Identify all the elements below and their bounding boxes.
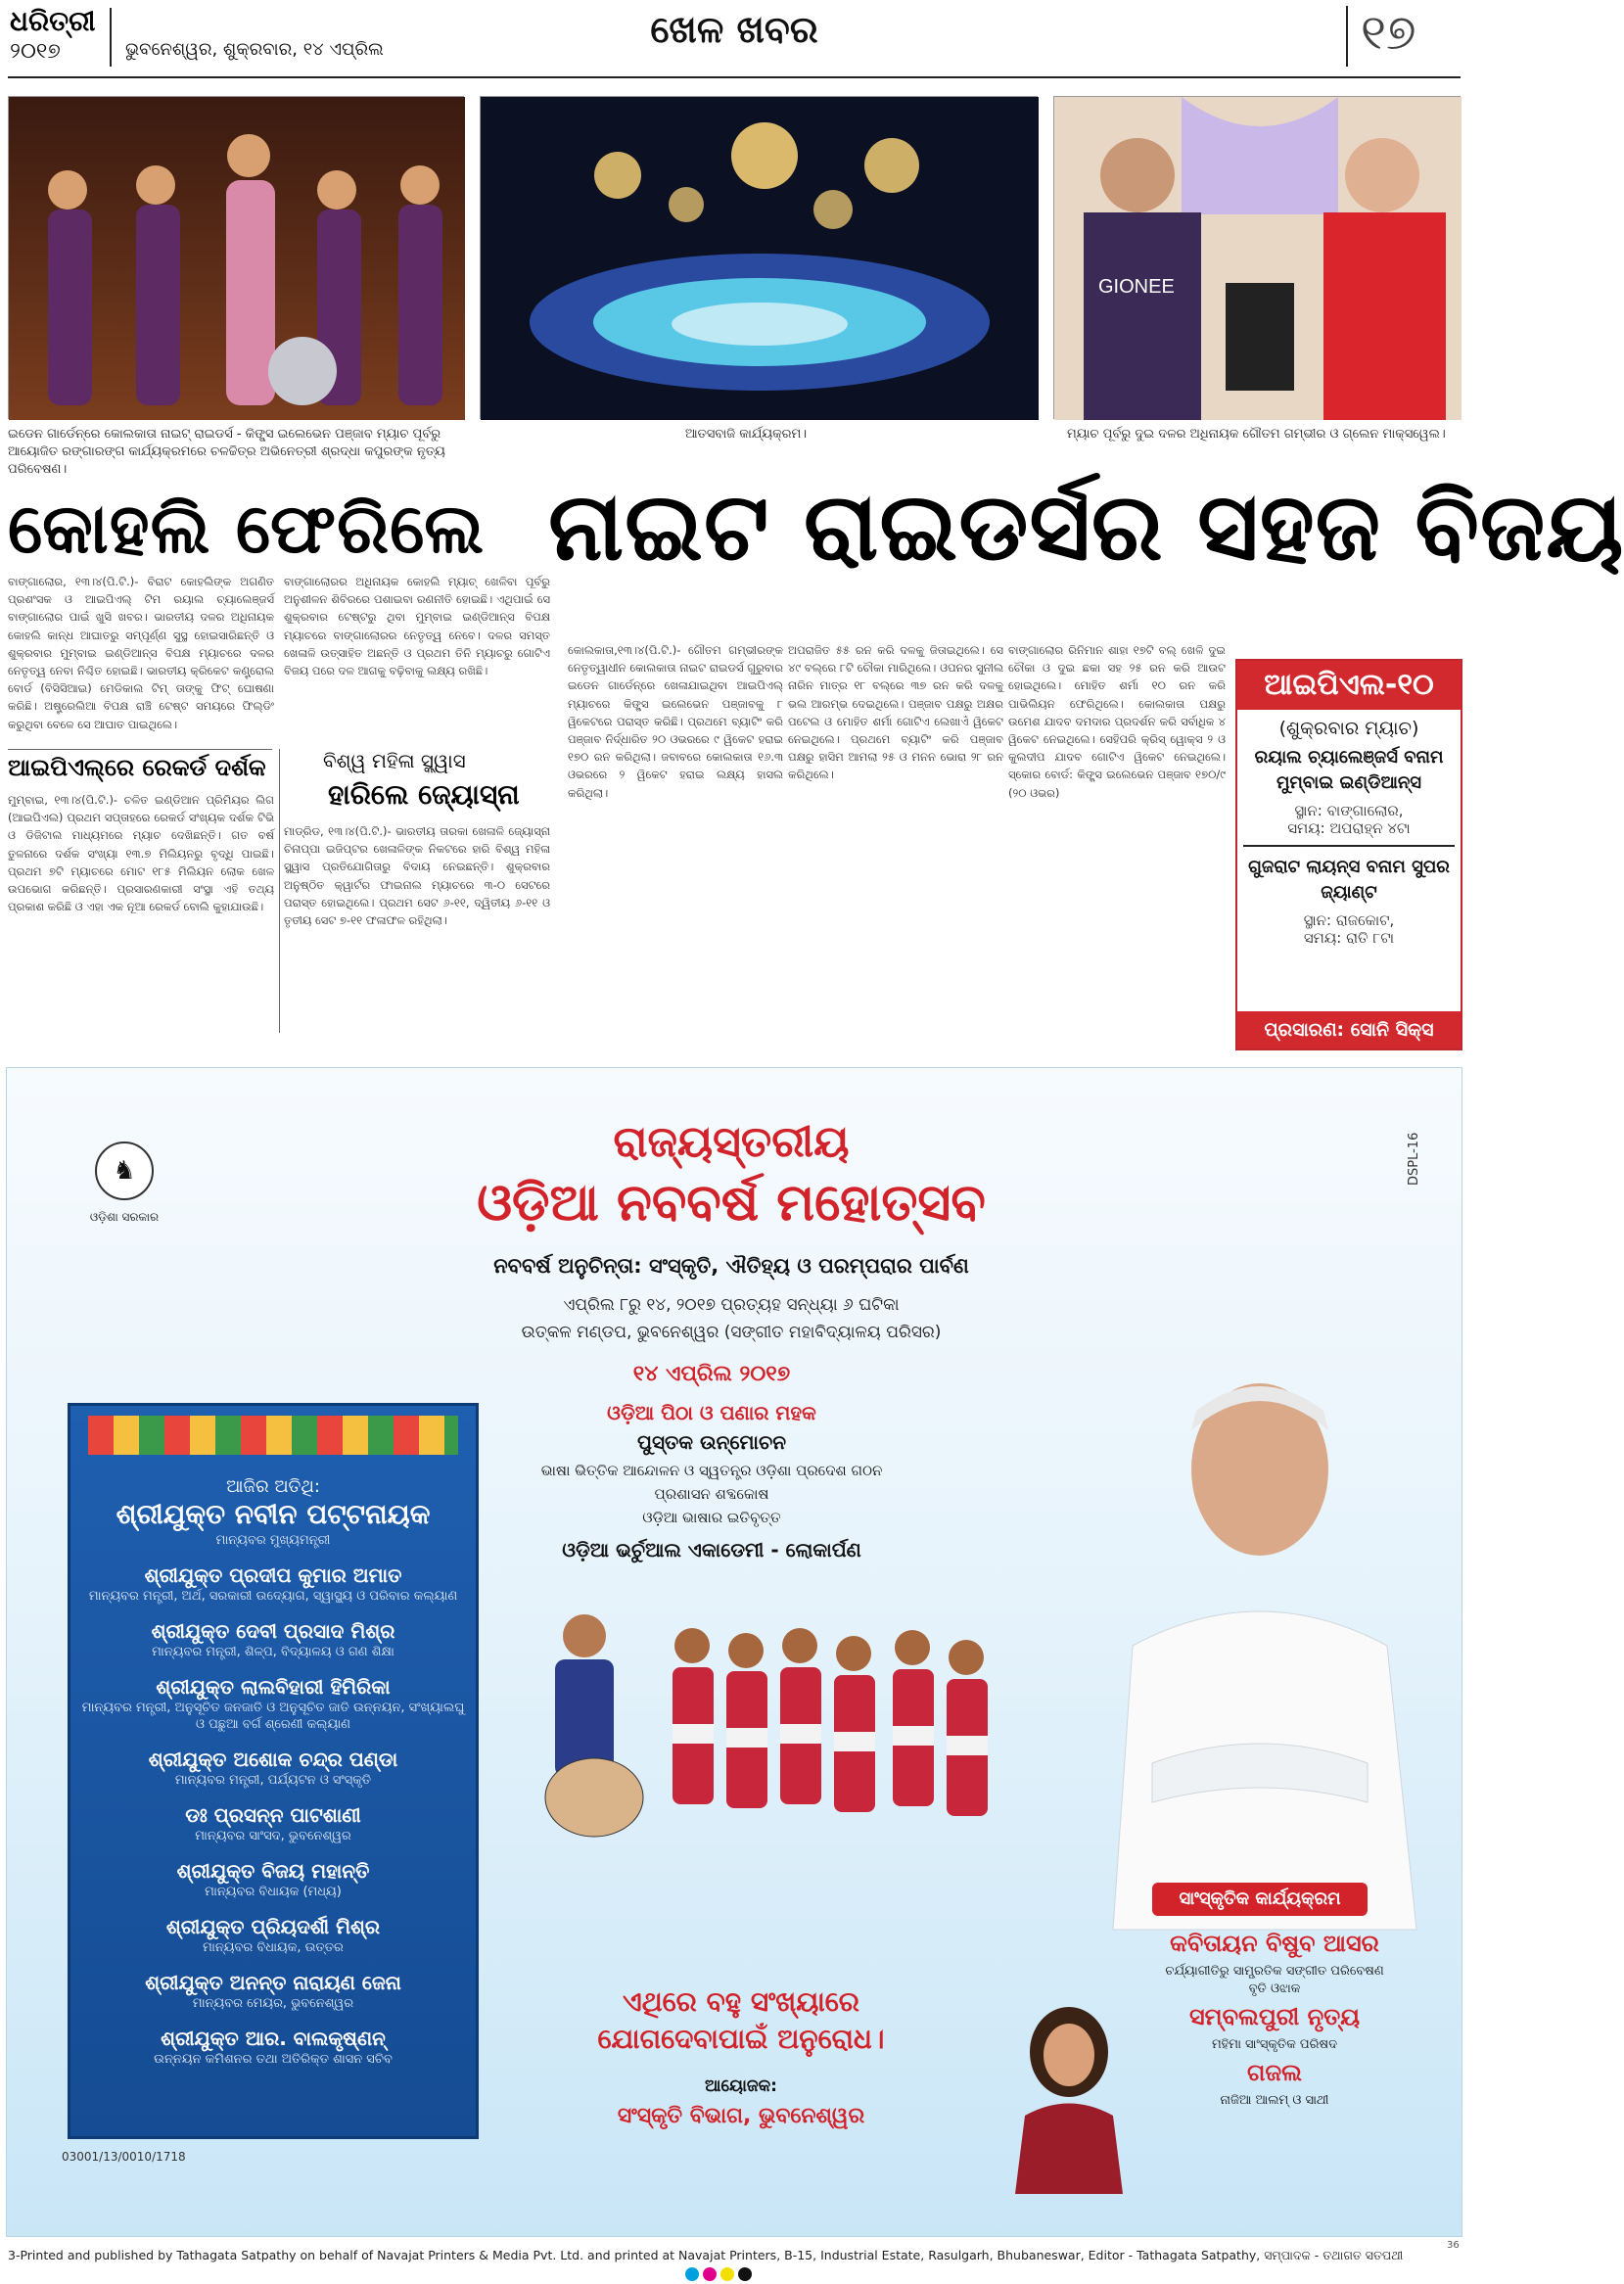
article-record: ମୁମ୍ବାଇ, ୧୩।୪(ପି.ଟି.)- ଚଳିତ ଇଣ୍ଡିଆନ ପ୍ରିମିୟର ଲିଗ (ଆଇପିଏଲ) ପ୍ରଥମ ସପ୍ତାହରେ ରେକର୍ଡ ସଂଖ୍ୟକ ଦର୍ଶକ ଟିଭି ଓ ଡିଜିଟାଲ ମାଧ୍ୟମରେ ମ୍ୟାଚ ଦେଖିଛନ୍ତି। ଗତ ବର୍ଷ ତୁଳନାରେ ଦର୍ଶକ ସଂଖ୍ୟା ୧୩.୭ ମିଲିୟନରୁ ବୃଦ୍ଧି ପାଇଛି। ପ୍ରଥମ ୭ଟି ମ୍ୟାଚରେ ମୋଟ ୧୮୫ ମିଲିୟନ ଲୋକ ଖେଳ ଉପଭୋଗ କରିଛନ୍ତି। ପ୍ରସାରଣକାରୀ ସଂସ୍ଥା ଏହି ତଥ୍ୟ ପ୍ରକାଶ କରିଛି ଓ ଏହା ଏକ ନୂଆ ରେକର୍ଡ ବୋଲି କୁହାଯାଉଛି।: [8, 793, 274, 914]
ad-title-line1: ରାଜ୍ୟସ୍ତରୀୟ: [613, 1117, 850, 1167]
article-kohli-col2: ବାଙ୍ଗାଲୋରର ଅଧିନାୟକ କୋହଲି ମ୍ୟାଚ୍ ଖେଳିବା ପୂର୍ବରୁ ଅନୁଶୀଳନ ଶିବିରରେ ପଶାଇବା ରଣନୀତି ହୋଇଛି। ଏଥିପାଇଁ ସେ ଶୁକ୍ରବାର ଟେଷ୍ଟରୁ ଥିବା ମୁମ୍ବାଇ ଇଣ୍ଡିଆନ୍ସ ବିପକ୍ଷ ମ୍ୟାଚରେ ବାଙ୍ଗାଲୋରର ନେତୃତ୍ୱ ନେବେ। ଦଳର ସମସ୍ତ ଖେଳାଳି ଉତ୍ସାହିତ ଅଛନ୍ତି ଓ ପ୍ରଥମ ତିନି ମ୍ୟାଚରୁ ଗୋଟିଏ ବିଜୟ ପରେ ଦଳ ଆଗକୁ ବଢ଼ିବାକୁ ଲକ୍ଷ୍ୟ ରଖିଛି।: [284, 575, 550, 678]
organiser-label: ଆୟୋଜକ:: [705, 2076, 777, 2096]
section-title: ଖେଳ ଖବର: [650, 8, 818, 51]
column-divider: [279, 749, 280, 1033]
ipl-broadcast: ପ୍ରସାରଣ: ସୋନି ସିକ୍ସ: [1237, 1011, 1461, 1049]
portrait-drawing: [1074, 1352, 1436, 1930]
photo-fireworks: [480, 96, 1038, 419]
ipl-divider: [1243, 845, 1455, 847]
singer-image: [1005, 1998, 1133, 2194]
decorative-border: [88, 1416, 458, 1455]
guest-name: ଶ୍ରୀଯୁକ୍ତ ଲାଲବିହାରୀ ହିମିରିକା: [156, 1675, 391, 1699]
ad-book2: ପ୍ରଶାସନ ଶବ୍ଦକୋଷ: [654, 1485, 769, 1503]
guest-title: ମାନ୍ୟବର ମେୟର, ଭୁବନେଶ୍ୱର: [192, 1996, 354, 2011]
caption-middle: ଆତସବାଜି କାର୍ଯ୍ୟକ୍ରମ।: [685, 427, 808, 442]
footer-imprint: 3-Printed and published by Tathagata Satpathy on behalf of Navajat Printers & Media Pvt. Ltd. and printed at Navajat Printers, B-15, Industrial Estate, Rasulgarh, Bhubaneswar, Editor - Tathagata Satpathy, ସମ୍ପାଦକ - ତଥାଗତ ସତପଥୀ: [8, 2248, 1404, 2262]
ipl-venue1: ସ୍ଥାନ: ବାଙ୍ଗାଲୋର,: [1294, 802, 1404, 819]
ad-dates: ଏପ୍ରିଲ ୮ରୁ ୧୪, ୨୦୧୭ ପ୍ରତ୍ୟହ ସନ୍ଧ୍ୟା ୬ ଘଟିକା: [563, 1295, 900, 1315]
ad-program-heading: ଓଡ଼ିଆ ପିଠା ଓ ପଣାର ମହକ: [607, 1401, 816, 1424]
ad-subtitle: ନବବର୍ଷ ଅନୁଚିନ୍ତା: ସଂସ୍କୃତି, ଐତିହ୍ୟ ଓ ପରମ୍ପରାର ପାର୍ବଣ: [493, 1254, 969, 1278]
caption-left: ଇଡେନ ଗାର୍ଡେନ୍‌ରେ କୋଲକାତା ନାଇଟ୍ ରାଇଡର୍ସ - କିଙ୍ଗ୍ସ ଇଲେଭେନ ପଞ୍ଜାବ ମ୍ୟାଚ ପୂର୍ବରୁ ଆୟୋଜିତ ରଙ୍ଗାରଙ୍ଗ କାର୍ଯ୍ୟକ୍ରମରେ ଚଳଚ୍ଚିତ୍ର ଅଭିନେତ୍ରୀ ଶ୍ରଦ୍ଧା କପୁରଙ୍କ ନୃତ୍ୟ ପରିବେଷଣ।: [8, 427, 445, 477]
footer-page-id: 36: [1447, 2240, 1460, 2251]
guest-title: ମାନ୍ୟବର ସାଂସଦ, ଭୁବନେଶ୍ୱର: [195, 1829, 351, 1843]
jersey-text: GIONEE: [1098, 276, 1175, 298]
ad-title-line2: ଓଡ଼ିଆ ନବବର୍ଷ ମହୋତ୍ସବ: [477, 1174, 986, 1233]
ad-launch: ପୁସ୍ତକ ଉନ୍ମୋଚନ: [637, 1430, 786, 1454]
masthead-logo: [10, 6, 117, 74]
guest-name: ଶ୍ରୀଯୁକ୍ତ ଅଶୋକ ଚନ୍ଦ୍ର ପଣ୍ଡା: [148, 1748, 398, 1771]
masthead-divider: [110, 8, 112, 67]
guest-name: ଶ୍ରୀଯୁକ୍ତ ପ୍ରଦୀପ କୁମାର ଅମାତ: [144, 1563, 402, 1587]
cultural-item-by: ବୃତି ଓଝାକ: [1248, 1981, 1301, 1996]
registration-mark-yellow: [720, 2267, 734, 2281]
ad-book3: ଓଡ଼ିଆ ଭାଷାର ଇତିବୃତ୍ତ: [642, 1509, 781, 1526]
ipl-day: (ଶୁକ୍ରବାର ମ୍ୟାଚ): [1278, 718, 1419, 739]
new-year-festival-ad: [6, 1067, 1462, 2237]
article-squash: ମାଡ୍ରିଡ, ୧୩।୪(ପି.ଟି.)- ଭାରତୀୟ ତାରକା ଖେଳାଳି ଜ୍ୟୋସ୍ନା ଚିନାପ୍ପା ଇଜିପ୍ଟର ଖେଳାଳିଙ୍କ ନିକଟରେ ହାରି ବିଶ୍ୱ ମହିଳା ସ୍କ୍ୱାସ ପ୍ରତିଯୋଗିତାରୁ ବିଦାୟ ନେଇଛନ୍ତି। ଶୁକ୍ରବାର ଅନୁଷ୍ଠିତ କ୍ୱାର୍ଟର ଫାଇନାଲ ମ୍ୟାଚରେ ୩-୦ ସେଟରେ ପରାସ୍ତ ହୋଇଥିଲେ। ପ୍ରଥମ ସେଟ ୬-୧୧, ଦ୍ୱିତୀୟ ୬-୧୧ ଓ ତୃତୀୟ ସେଟ ୭-୧୧ ଫଳାଫଳ ରହିଥିଲା।: [284, 824, 550, 928]
ipl-header: ଆଇପିଏଲ-୧୦: [1237, 661, 1461, 710]
brand-name: ଧରିତ୍ରୀ: [10, 5, 96, 37]
ad-virtual-academy: ଓଡ଼ିଆ ଭର୍ଚୁଆଲ ଏକାଡେମୀ - ଲୋକାର୍ପଣ: [562, 1538, 861, 1562]
ad-reference: 03001/13/0010/1718: [62, 2150, 186, 2164]
ipl-match2: ଗୁଜରାଟ ଲାୟନ୍ସ ବନାମ ସୁପର ଜ୍ୟାଣ୍ଟ: [1248, 857, 1450, 903]
brand-year: ୨୦୧୭: [10, 39, 61, 64]
folk-dancers-image: [526, 1577, 1015, 1871]
ad-book1: ଭାଷା ଭିତ୍ତିକ ଆନ୍ଦୋଳନ ଓ ସ୍ୱତନ୍ତ୍ର ଓଡ଼ିଶା ପ୍ରଦେଶ ଗଠନ: [540, 1462, 883, 1479]
article-kohli-col1: ବାଙ୍ଗାଲୋର, ୧୩।୪(ପି.ଟି.)- ବିରାଟ କୋହଲିଙ୍କ ଅଗଣିତ ପ୍ରଶଂସକ ଓ ଆଇପିଏଲ୍ ଟିମ ରୟାଲ ଚ୍ୟାଲେଞ୍ଜର୍ସ ବାଙ୍ଗାଲୋର ପାଇଁ ଖୁସି ଖବର। ଭାରତୀୟ ଦଳର ଅଧିନାୟକ କୋହଲି କାନ୍ଧ ଆଘାତରୁ ସମ୍ପୂର୍ଣ୍ଣ ସୁସ୍ଥ ହୋଇସାରିଛନ୍ତି ଓ ଶୁକ୍ରବାର ମୁମ୍ବାଇ ଇଣ୍ଡିଆନ୍ସ ବିପକ୍ଷ ମ୍ୟାଚରେ ଦଳର ନେତୃତ୍ୱ ନେବା ନିଶ୍ଚିତ ହୋଇଛି। ଭାରତୀୟ କ୍ରିକେଟ କଣ୍ଟ୍ରୋଲ ବୋର୍ଡ (ବିସିସିଆଇ) ମେଡିକାଲ ଟିମ୍ ତାଙ୍କୁ ଫିଟ୍ ଘୋଷଣା କରିଛି। ଅଷ୍ଟ୍ରେଲିଆ ବିପକ୍ଷ ରାଞ୍ଚି ଟେଷ୍ଟ ସମୟରେ ଫିଲ୍ଡିଂ କରୁଥିବା ବେଳେ ସେ ଆଘାତ ପାଇଥିଲେ।: [8, 575, 274, 731]
guest-title: ଉନ୍ନୟନ କମିଶନର ତଥା ଅତିରିକ୍ତ ଶାସନ ସଚିବ: [154, 2052, 393, 2067]
headline-squash: ହାରିଲେ ଜ୍ୟୋସ୍ନା: [328, 778, 520, 811]
page-number: ୧୭: [1361, 4, 1416, 61]
dancers-image: [9, 97, 465, 420]
singer-drawing: [1005, 1998, 1133, 2194]
guests-heading: ଆଜିର ଅତିଥି:: [226, 1476, 320, 1497]
page-number-divider: [1346, 6, 1348, 67]
ipl-time2: ସମୟ: ରାତି ୮ଟା: [1303, 929, 1395, 947]
invite-line1: ଏଥିରେ ବହୁ ସଂଖ୍ୟାରେ: [623, 1985, 859, 2018]
ad-code: DSPL-16: [1407, 1132, 1421, 1186]
guest-title: ମାନ୍ୟବର ବିଧାୟକ, ଉତ୍ତର: [203, 1940, 344, 1955]
chief-minister-portrait: [1074, 1352, 1436, 1930]
article-kkr-col2: ଅପରାଜିତ ୫୫ ରନ କରି ଦଳକୁ ଜିତାଇଥିଲେ। ସେ ୪୯ ବଲ୍‌ରେ ୮ଟି ଚୌକା ମାରିଥିଲେ। ଓପନର ସୁନୀଲ ନାରିନ ମାତ୍ର ୧୮ ବଲ୍‌ରେ ୩୭ ରନ କରି ଦଳକୁ ଭଲ ଆରମ୍ଭ ଦେଇଥିଲେ। ପଞ୍ଜାବ ପକ୍ଷରୁ ଅକ୍ଷର ପଟେଲ ଓ ମୋହିତ ଶର୍ମା ଗୋଟିଏ ଲେଖାଏଁ ୱିକେଟ ନେଇଥିଲେ। ପ୍ରଥମେ ବ୍ୟାଟିଂ କରି ପଞ୍ଜାବ ପକ୍ଷରୁ ହାସିମ ଆମଲା ୨୫ ଓ ମନନ ଭୋରା ୨୮ ରନ କରିଥିଲେ।: [788, 643, 1003, 782]
headline-record: ଆଇପିଏଲ୍‌ରେ ରେକର୍ଡ ଦର୍ଶକ: [8, 754, 266, 781]
cultural-item-name: କବିତାୟନ ବିଷୁବ ଆସର: [1170, 1930, 1379, 1957]
ad-venue: ଉତ୍କଳ ମଣ୍ଡପ, ଭୁବନେଶ୍ୱର (ସଙ୍ଗୀତ ମହାବିଦ୍ୟାଳୟ ପରିସର): [521, 1323, 942, 1342]
ipl-time1: ସମୟ: ଅପରାହ୍ନ ୪ଟା: [1287, 819, 1411, 837]
cultural-item-by: ଚର୍ଯ୍ୟାଗୀତିରୁ ସାମ୍ପ୍ରତିକ ସଙ୍ଗୀତ ପରିବେଷଣ: [1165, 1964, 1384, 1979]
guest-name: ଶ୍ରୀଯୁକ୍ତ ପ୍ରିୟଦର୍ଶୀ ମିଶ୍ର: [165, 1915, 381, 1938]
dateline: ଭୁବନେଶ୍ୱର, ଶୁକ୍ରବାର, ୧୪ ଏପ୍ରିଲ: [125, 39, 384, 60]
registration-mark-black: [738, 2267, 752, 2281]
cultural-item-by: ନାଜିଆ ଆଲମ୍ ଓ ସାଥୀ: [1220, 2093, 1329, 2108]
photo-captains: [1053, 96, 1461, 419]
registration-mark-cyan: [685, 2267, 699, 2281]
kicker-squash: ବିଶ୍ୱ ମହିଳା ସ୍କ୍ୱାସ: [323, 749, 466, 772]
registration-mark-magenta: [703, 2267, 717, 2281]
govt-label: ଓଡ଼ିଶା ସରକାର: [89, 1210, 160, 1224]
cultural-item-name: ଗଜଲ: [1247, 2059, 1302, 2086]
article-kkr-col3: ବାଙ୍ଗାଲୋର ରିନିମାନ ଶାହା ୧୭ଟି ବଲ୍ ଖେଳି ଦୁଇ ଚୌକା ଓ ଦୁଇ ଛକା ସହ ୨୫ ରନ କରି ଆଉଟ ହୋଇଥିଲେ। ମୋହିତ ଶର୍ମା ୧୦ ରନ କରି ପାଭିଲିୟନ ଫେରିଥିଲେ। କୋଲକାତା ପକ୍ଷରୁ ଉମେଶ ଯାଦବ ଦମଦାର ପ୍ରଦର୍ଶନ କରି ସର୍ବାଧିକ ୪ ୱିକେଟ ନେଇଥିଲେ। ସେହିପରି କ୍ରିସ୍ ୱୋକ୍ସ ୨ ଓ କୁଲଦୀପ ଯାଦବ ଗୋଟିଏ ୱିକେଟ ନେଇଥିଲେ। ସ୍କୋର ବୋର୍ଡ: କିଙ୍ଗ୍ସ ଇଲେଭେନ ପଞ୍ଜାବ ୧୭୦/୯ (୨୦ ଓଭର): [1008, 643, 1226, 800]
guest-name: ଶ୍ରୀଯୁକ୍ତ ବିଜୟ ମହାନ୍ତି: [176, 1859, 370, 1883]
cultural-label: ସାଂସ୍କୃତିକ କାର୍ଯ୍ୟକ୍ରମ: [1152, 1883, 1368, 1916]
invite-line2: ଯୋଗଦେବାପାଇଁ ଅନୁରୋଧ।: [597, 2023, 885, 2055]
guest-name: ଶ୍ରୀଯୁକ୍ତ ଦେବୀ ପ୍ରସାଦ ମିଶ୍ର: [151, 1619, 395, 1643]
guest-title: ମାନ୍ୟବର ମନ୍ତ୍ରୀ, ପର୍ଯ୍ୟଟନ ଓ ସଂସ୍କୃତି: [174, 1773, 372, 1788]
headline-kkr: ନାଇଟ ରାଇଡର୍ସର ସହଜ ବିଜୟ: [548, 472, 1624, 582]
guest-title: ମାନ୍ୟବର ବିଧାୟକ (ମଧ୍ୟ): [205, 1885, 342, 1899]
fireworks-image: [481, 97, 1039, 420]
chief-guest-title: ମାନ୍ୟବର ମୁଖ୍ୟମନ୍ତ୍ରୀ: [215, 1533, 331, 1548]
ipl-venue2: ସ୍ଥାନ: ରାଜକୋଟ,: [1303, 911, 1395, 929]
ad-day-label: ୧୪ ଏପ୍ରିଲ ୨୦୧୭: [632, 1362, 791, 1386]
captains-image: [1054, 97, 1462, 420]
guest-title: ମାନ୍ୟବର ମନ୍ତ୍ରୀ, ଅନୁସୂଚିତ ଜନଜାତି ଓ ଅନୁସୂଚିତ ଜାତି ଉନ୍ନୟନ, ସଂଖ୍ୟାଲଘୁ ଓ ପଛୁଆ ବର୍ଗ ଶ୍ରେଣୀ କଲ୍ୟାଣ: [81, 1701, 465, 1732]
cultural-item-name: ସମ୍ବଲପୁରୀ ନୃତ୍ୟ: [1188, 2003, 1361, 2030]
cultural-item-by: ମହିମା ସାଂସ୍କୃତିକ ପରିଷଦ: [1211, 2037, 1338, 2052]
folk-dancers-drawing: [526, 1577, 1015, 1871]
ipl-match1: ରୟାଲ ଚ୍ୟାଲେଞ୍ଜର୍ସ ବନାମ ମୁମ୍ବାଇ ଇଣ୍ଡିଆନ୍ସ: [1254, 747, 1444, 793]
guest-name: ଡଃ ପ୍ରସନ୍ନ ପାଟଶାଣୀ: [185, 1803, 361, 1827]
photo-dancers: [8, 96, 464, 419]
headline-kohli: କୋହଲି ଫେରିଲେ: [8, 489, 486, 569]
ipl-schedule-box: [1235, 659, 1462, 1050]
article-kkr-col1: କୋଲକାତା,୧୩।୪(ପି.ଟି.)- ଗୌତମ ଗମ୍ଭୀରଙ୍କ ନେତୃତ୍ୱାଧୀନ କୋଲକାତା ନାଇଟ ରାଇଡର୍ସ ଗୁରୁବାର ଇଡେନ ଗାର୍ଡେନ୍‌ରେ ଖେଳାଯାଇଥିବା ଆଇପିଏଲ୍ ମ୍ୟାଚରେ କିଙ୍ଗ୍ସ ଇଲେଭେନ ପଞ୍ଜାବକୁ ୮ ୱିକେଟରେ ପରାସ୍ତ କରିଛି। ପ୍ରଥମେ ବ୍ୟାଟିଂ କରି ପଞ୍ଜାବ ନିର୍ଦ୍ଧାରିତ ୨୦ ଓଭରରେ ୯ ୱିକେଟ ହରାଇ ୧୭୦ ରନ କରିଥିଲା। ଜବାବରେ କୋଲକାତା ୧୬.୩ ଓଭରରେ ୨ ୱିକେଟ ହରାଇ ଲକ୍ଷ୍ୟ ହାସଲ କରିଥିଲା।: [568, 643, 783, 800]
guest-name: ଶ୍ରୀଯୁକ୍ତ ଅନନ୍ତ ନାରାୟଣ ଜେନା: [145, 1971, 401, 1994]
section-rule: [8, 749, 272, 750]
organiser-name: ସଂସ୍କୃତି ବିଭାଗ, ଭୁବନେଶ୍ୱର: [617, 2104, 865, 2128]
guests-panel: [68, 1403, 479, 2139]
guest-title: ମାନ୍ୟବର ମନ୍ତ୍ରୀ, ଅର୍ଥ, ସରକାରୀ ଉଦ୍ୟୋଗ, ସ୍ୱାସ୍ଥ୍ୟ ଓ ପରିବାର କଲ୍ୟାଣ: [88, 1589, 458, 1604]
guest-name: ଶ୍ରୀଯୁକ୍ତ ଆର. ବାଲକୃଷ୍ଣନ୍: [161, 2027, 386, 2050]
chief-guest-name: ଶ୍ରୀଯୁକ୍ତ ନବୀନ ପଟ୍ଟନାୟକ: [116, 1498, 431, 1530]
masthead-rule: [8, 76, 1461, 78]
odisha-emblem-icon: ♞: [95, 1142, 154, 1200]
caption-right: ମ୍ୟାଚ ପୂର୍ବରୁ ଦୁଇ ଦଳର ଅଧିନାୟକ ଗୌତମ ଗମ୍ଭୀର ଓ ଗ୍ଲେନ ମାକ୍ସୱେଲ।: [1067, 427, 1446, 442]
guest-title: ମାନ୍ୟବର ମନ୍ତ୍ରୀ, ଶିଳ୍ପ, ବିଦ୍ୟାଳୟ ଓ ଗଣ ଶିକ୍ଷା: [152, 1645, 394, 1659]
